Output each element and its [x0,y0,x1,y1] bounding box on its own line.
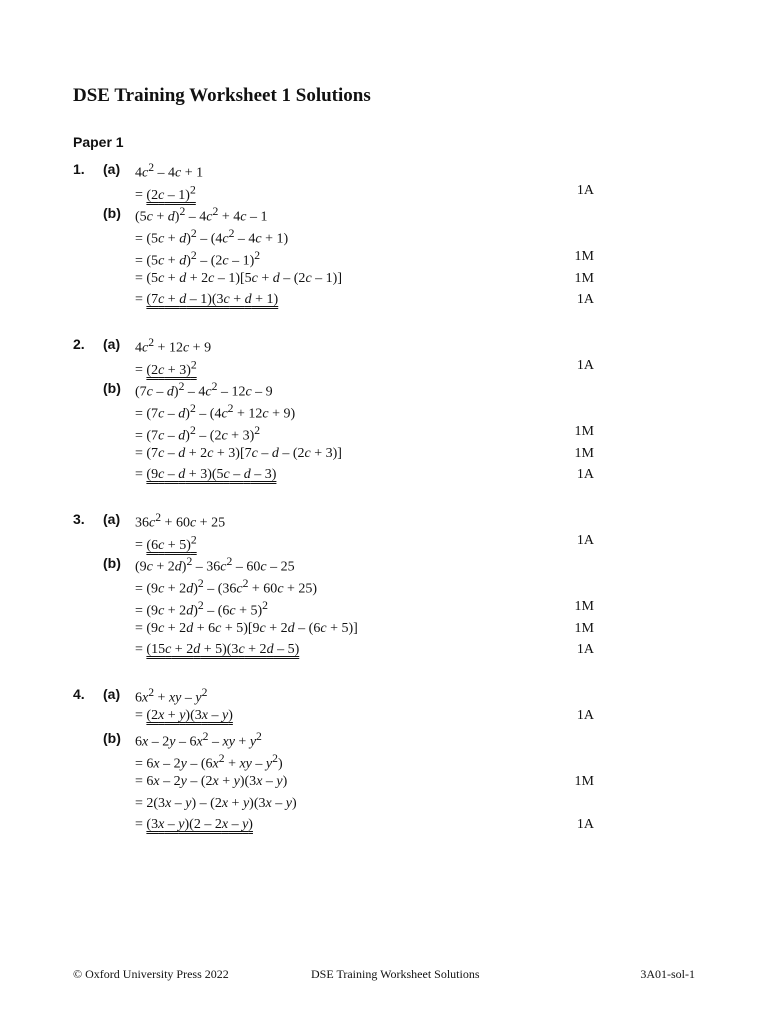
mark-allocation: 1A [576,358,594,373]
solution-line: $4c^2 - 4c + 1$ [135,161,204,181]
solution-line: = 2(3x – y) – (2x + y)(3x – y) [135,796,297,811]
solution-line: = $(9c + 2d)^2 - (36c^2 + 60c + 25)$ [135,577,318,597]
footer-title: DSE Training Worksheet Solutions [311,967,480,981]
solution-line: = $(7c - d)^2 - (4c^2 + 12c + 9)$ [135,402,296,422]
mark-allocation: 1M [574,249,594,264]
footer-copyright: © Oxford University Press 2022 [73,967,229,981]
solution-line: $(5c + d)^2 - 4c^2 + 4c - 1$ [135,205,268,225]
mark-allocation: 1M [574,424,594,439]
question-number: 2. [73,336,85,352]
solution-line: = $(9c + 2d)^2 - (6c + 5)^2$ [135,599,268,619]
part-label: (a) [103,511,121,527]
section-heading: Paper 1 [73,134,124,150]
solution-line: = (2x + y)(3x – y) [135,708,233,723]
solution-line: = (9c – d + 3)(5c – d – 3) [135,467,277,482]
part-label: (b) [103,555,121,571]
solution-line: = $(6c + 5)^2$ [135,533,197,553]
solution-line: = (5c + d + 2c – 1)[5c + d – (2c – 1)] [135,271,342,286]
mark-allocation: 1M [574,599,594,614]
question-number: 1. [73,161,85,177]
mark-allocation: 1A [576,642,594,657]
mark-allocation: 1A [576,292,594,307]
page-title: DSE Training Worksheet 1 Solutions [73,85,371,106]
solution-line: $6x^2$ + xy – $y^2$ [135,686,208,706]
part-label: (b) [103,205,121,221]
solution-line: = $(7c - d)^2 - (2c + 3)^2$ [135,424,261,444]
solution-line: = (9c + 2d + 6c + 5)[9c + 2d – (6c + 5)] [135,621,358,636]
mark-allocation: 1A [576,467,594,482]
part-label: (b) [103,380,121,396]
part-label: (a) [103,686,121,702]
part-label: (b) [103,730,121,746]
solution-line: = (7c – d + 2c + 3)[7c – d – (2c + 3)] [135,446,342,461]
solution-line: = $(5c + d)^2 - (2c - 1)^2$ [135,249,261,269]
footer-page-code: 3A01-sol-1 [640,967,695,981]
solution-line: = (3x – y)(2 – 2x – y) [135,817,253,832]
solution-line: = (15c + 2d + 5)(3c + 2d – 5) [135,642,300,657]
question-number: 3. [73,511,85,527]
solution-line: $4c^2 + 12c + 9$ [135,336,212,356]
solution-line: = (2c – 1)$^2$ [135,183,196,203]
solution-line: $6x - 2y - 6x^2$ – xy + $y^2$ [135,730,262,750]
question-number: 4. [73,686,85,702]
mark-allocation: 1A [576,708,594,723]
mark-allocation: 1A [576,533,594,548]
solution-line: $36c^2 + 60c + 25$ [135,511,226,531]
solution-line: = $6x - 2y - (6x^2$ + xy – $y^2$) [135,752,283,772]
part-label: (a) [103,336,121,352]
solution-line: = (7c + d – 1)(3c + d + 1) [135,292,279,307]
solution-line: $(9c + 2d)^2 - 36c^2 - 60c - 25$ [135,555,295,575]
solution-line: = 6x – 2y – (2x + y)(3x – y) [135,774,288,789]
solution-line: = $(5c + d)^2 - (4c^2 - 4c + 1)$ [135,227,289,247]
mark-allocation: 1A [576,183,594,198]
part-label: (a) [103,161,121,177]
mark-allocation: 1M [574,774,594,789]
mark-allocation: 1M [574,446,594,461]
solution-line: = $(2c + 3)^2$ [135,358,197,378]
mark-allocation: 1M [574,271,594,286]
mark-allocation: 1A [576,817,594,832]
solution-line: $(7c - d)^2 - 4c^2 - 12c - 9$ [135,380,273,400]
mark-allocation: 1M [574,621,594,636]
